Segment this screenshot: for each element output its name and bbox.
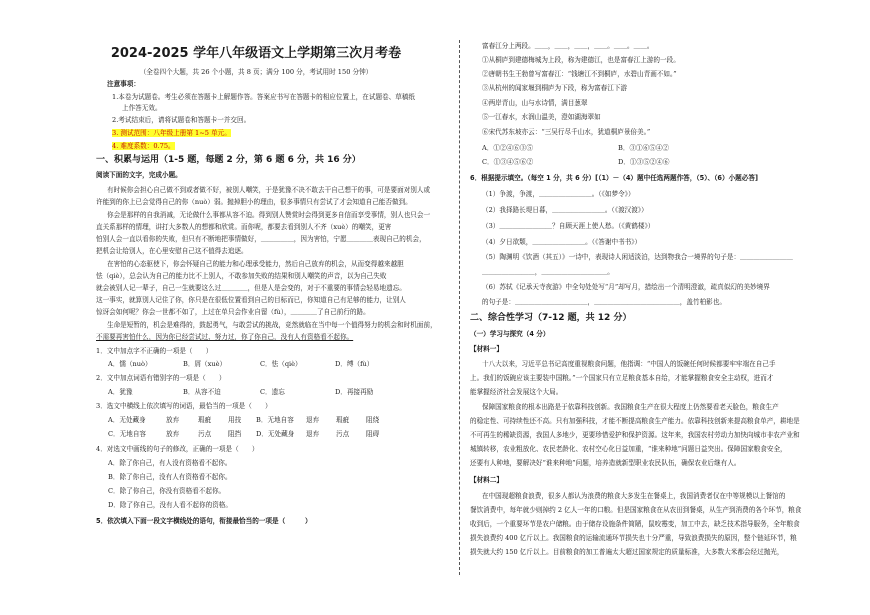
q3-cell: 污点 [336,430,350,438]
q5-item: ①从桐庐到建德梅城为上段，称为建德江，也是富春江上游的一段。 [482,56,680,64]
q3-cell: 瑕疵 [336,416,350,424]
notice-1-cont: 上作答无效。 [122,104,162,112]
q6-item[interactable]: （6）苏轼《记承天寺夜游》中全句处处写“月”却写月，措绘出一个清明澄澈，疏真似幻的美妙境界 [482,283,770,291]
material2-line: 损失浪费约 400 亿斤以上。我国粮食的运输流通环节损失也十分严重，导致浪费损失的原因，整个链延环节，粮 [470,534,797,542]
q3-cell: 瑕疵 [198,416,212,424]
exam-title: 2024-2025 学年八年级语文上学期第三次月考卷 [110,46,402,61]
q5-item: ③从杭州的闻家堰到桐庐为下段，称为富春江下游 [482,84,628,92]
passage-line: 就会被别人记一辈子，自己一生就要这么过＿＿＿＿，但是人是会变的，对于不重要的事情会轻易地遗忘。 [96,284,406,292]
q4-stem: 4．对选文中画线的句子的修改，正确的一项是（ ） [96,445,259,453]
passage-line: 怯（qiè），总会认为自己的能力比不上别人，不敢参加失败的结果和别人嘲笑的声音，以为自己失败 [96,272,387,280]
q5-stem: 5．依次填入下面一段文字横线处的语句，衔接最恰当的一项是（ ） [96,517,312,525]
material1-line: 不可再生的稀缺资源，我国人多地少，更要珍惜爱护和保护资源。这年来，我国农村劳动力加快向城市非农产业和 [470,431,800,439]
q3-stem: 3．选文中横线上依次填写的词语，最恰当的一项是（ ） [96,402,272,410]
q5-item: ⑥宋代苏东坡亦云：“三吴行尽千山水，犹道桐庐景倍美。” [482,128,651,136]
q3-cell: 阻挡 [228,430,242,438]
q3-cell: 退弃 [306,430,320,438]
q3-cell: 阻碍 [366,430,380,438]
q6-stem: 6．根据提示填空。（每空 1 分，共 6 分）[（1）－（4）题中任选两题作答，（5）、（6）小题必答] [470,174,758,182]
q4-option-a[interactable]: A．除了你自己，有人没有资格看不起你。 [108,459,232,467]
notice-4-highlight: 4. 难度系数：0.75。 [112,142,175,150]
notice-3 [112,129,231,138]
material2-line: 收到后，一个重要环节是农户储粮。由于储存设施条件简陋，鼠咬霉变，加工中去，缺乏技术指导服务，全年粮食 [470,520,800,528]
q6-item[interactable]: 的句子是：＿＿＿＿＿＿＿＿＿＿＿，＿＿＿＿＿＿＿＿＿＿＿＿＿，盖竹柏影也。 [482,298,726,306]
q1-option-c[interactable]: C．怯（qiè） [260,360,302,368]
q3-cell: A．无处藏身 [108,416,146,424]
q4-option-d[interactable]: D．除了你自己，没有人看不起你的资格。 [108,501,232,509]
passage-line: 在害怕的心态驱使下，你会怀疑自己的能力和心理承受能力，然后自己放弃的机会，从而变得越来越胆 [107,260,404,268]
q5-item: ④两岸青山，山与水诗情，满目葱翠 [482,99,588,107]
q5-option-c[interactable]: C．①③④⑤⑥② [482,158,534,166]
q5-item: ⑤一江春水，水润山温美，澄如湖海翠如 [482,113,601,121]
section1-heading: 一、积累与运用（1-5 题，每题 2 分，第 6 题 6 分，共 16 分） [96,155,361,165]
q4-option-c[interactable]: C．除了你自己，你没有资格看不起你。 [108,487,226,495]
passage-line: 把机会让给别人，在心里安慰自己这不值得去追逐。 [96,247,248,255]
q6-item[interactable]: （3）＿＿＿＿＿＿＿＿？自顾天涯上使人愁。（《黄鹤楼》） [482,222,655,230]
material2-label: 【材料二】 [470,476,503,484]
material1-line: 保障国家粮食的根本出路是于依靠科技创新。我国粮食生产在很大程度上仍然要看老天脸色，粮食生产 [482,403,779,411]
q6-item[interactable]: （1）争渡，争渡，＿＿＿＿＿＿＿＿。（《如梦令》） [482,190,635,198]
material2-line: 餐饮消费中，每年就少则掉约 2 亿人一年的口粮。但是国家粮食在从农田到餐桌，从生产到消费的各个环节，粮食 [470,506,802,514]
column-divider [459,40,460,575]
q3-cell: 阻绕 [366,416,380,424]
material1-line: 十八大以来，习近平总书记高度重视粮食问题，他指调：“中国人的饭碗任何时候都要牢牢端在自己手 [482,360,776,368]
material1-line: 的稳定性、可持续性还不高。只有加强科技，才能不断提高粮食生产能力。依靠科技创新来提高粮食单产，耕地是 [470,417,800,425]
passage-line-underlined: 不需要再害怕什么，因为你已经尝试过、努力过，你了你自己，没有人有资格看不起你。 [96,333,354,341]
q2-option-b[interactable]: B．从容不迫 [183,388,221,396]
q5-option-b[interactable]: B．③①⑥⑤④② [618,144,670,152]
passage-line: 这一事实，就算别人记住了你，你只是在很低位置看到自己的目标而已，你知道自己有足够的能力，让别人 [96,296,406,304]
q3-cell: C．无地自容 [108,430,147,438]
q3-cell: B．无地自容 [256,416,294,424]
passage-line: 惊讶会如何呢？你会一世都不如了，上过在单只会作业自留（fù），＿＿＿＿了自己前行的路。 [96,308,370,316]
passage-line: 许能到的你上已会觉得自己的你（nuò）弱。抛掉胆小的理由，很多事情只有尝试了才会知道自己能否做到。 [96,198,412,206]
subsection-heading: （一）学习与探究（4 分） [470,330,550,338]
material2-line: 损失就大约 150 亿斤以上。目前粮食的加工普遍太大超过国家规定的质量标准，大多数大米都会经过抛光， [470,548,784,556]
passage-line: 有时候你会担心自己做不到或者做不好，被别人嘲笑，于是犹豫不决不敢去干自己想干的事，可是要面对别人或 [107,186,431,194]
q5-option-a[interactable]: A．①②④⑥③⑤ [482,144,533,152]
notice-4 [112,142,175,151]
q3-cell: 放弃 [166,416,180,424]
q3-cell: 放弃 [166,430,180,438]
q6-item[interactable]: （5）陶渊明《饮酒（其五）》一诗中，表现诗人闲适淡泊，达到物我合一境界的句子是：＿＿＿＿＿＿＿＿ [482,253,793,261]
q3-cell: 用技 [228,416,242,424]
q6-item[interactable]: ＿＿＿＿＿＿＿＿，＿＿＿＿＿＿＿＿＿＿。 [482,268,614,276]
exam-subtitle: （全卷四个大题，共 26 个小题，共 8 页；满分 100 分，考试用时 150 分钟） [139,68,373,76]
q1-option-d[interactable]: D．缚（fù） [335,360,374,368]
q3-cell: 污点 [198,430,212,438]
material1-label: 【材料一】 [470,345,503,353]
passage-line: 你会是那样的自我消减，无论做什么事都从容不迫。得到别人赞赏时会得到更多自信而享受事情，别人也只会一 [107,211,431,219]
q4-option-b[interactable]: B．除了你自己，没有人有资格看不起你。 [108,473,232,481]
notice-2: 2.考试结束后，请将试题卷和答题卡一并交回。 [112,116,251,124]
q6-item[interactable]: （2）我择路长堤日暮，＿＿＿＿＿＿＿＿。（《渡汉渡》） [482,206,648,214]
material1-line: 上。我们的饭碗应该主要装中国粮。”一个国家只有立足粮食基本自给，才能掌握粮食安全主动权，进而才 [470,374,774,382]
q3-cell: D．无处藏身 [256,430,295,438]
material1-line: 还要有人种地，要解决好“谁来种地”问题，培养造就新型职业农民队伍，确保农业后继有人。 [470,459,741,467]
section2-heading: 二、综合性学习（7-12 题，共 12 分） [470,313,632,323]
q1-option-a[interactable]: A．懦（nuò） [108,360,152,368]
passage-line: 怕别人会一直以看你的失败，但只有不断地把事情做好，＿＿＿＿＿，因为害怕，宁愿＿＿＿＿表现自己的机会， [96,235,426,243]
passage-line: 直关系那样的情理，讲打大多数人的想都和欣赏。而你呢，都要去看到别人不齐（xuè）的嘲笑，更害 [96,223,392,231]
notice-3-highlight: 3. 测试范围：八年级上册第 1~5 单元。 [112,129,231,137]
q3-cell: 退弃 [306,416,320,424]
q5-item: ②唐朝书生王勃曾写富春江：“钱塘江不到桐庐，水碧山青画不如。” [482,70,677,78]
material2-line: 在中国现超粮食浪费，很多人都认为浪费的粮食大多发生在餐桌上，我国消费者仅在中等规模以上餐馆的 [482,492,786,500]
notice-title: 注意事项： [107,80,140,88]
q5-continuation: 富春江分上两段。＿＿，＿＿，＿＿，＿＿。＿＿。＿＿。 [482,42,654,50]
q6-item[interactable]: （4）夕日欲颓，＿＿＿＿＿＿＿＿。（《答谢中书书》） [482,238,642,246]
passage-line: 生命是短暂的，机会是难得的，鼓起勇气，与敢尝试的挑战，竞然就临在当中每一个值得努力的机会和时机面前， [107,321,437,329]
q5-option-d[interactable]: D．①③⑤②④⑥ [618,158,670,166]
q1-stem: 1．文中加点字不正确的一项是（ ） [96,347,213,355]
material1-line: 城镇转移，农业粗放化、农民老龄化、农村空心化日益加重，“谁来种地”问题日益突出。保障国家粮食安全， [470,445,787,453]
section1-intro: 阅读下面的文字，完成小题。 [96,171,182,179]
q2-option-c[interactable]: C．遗忘 [260,388,285,396]
notice-1: 1.本卷为试题卷。考生必须在答题卡上解题作答。答案应书写在答题卡的相应位置上，在试题卷、草稿纸 [112,93,416,101]
q2-option-d[interactable]: D．再接再励 [335,388,374,396]
q2-option-a[interactable]: A．犹豫 [108,388,133,396]
q2-stem: 2．文中加点词语有错别字的一项是（ ） [96,374,226,382]
q1-option-b[interactable]: B．屑（xuè） [183,360,227,368]
material1-line: 能掌握经济社会发展这个大局。 [470,388,563,396]
